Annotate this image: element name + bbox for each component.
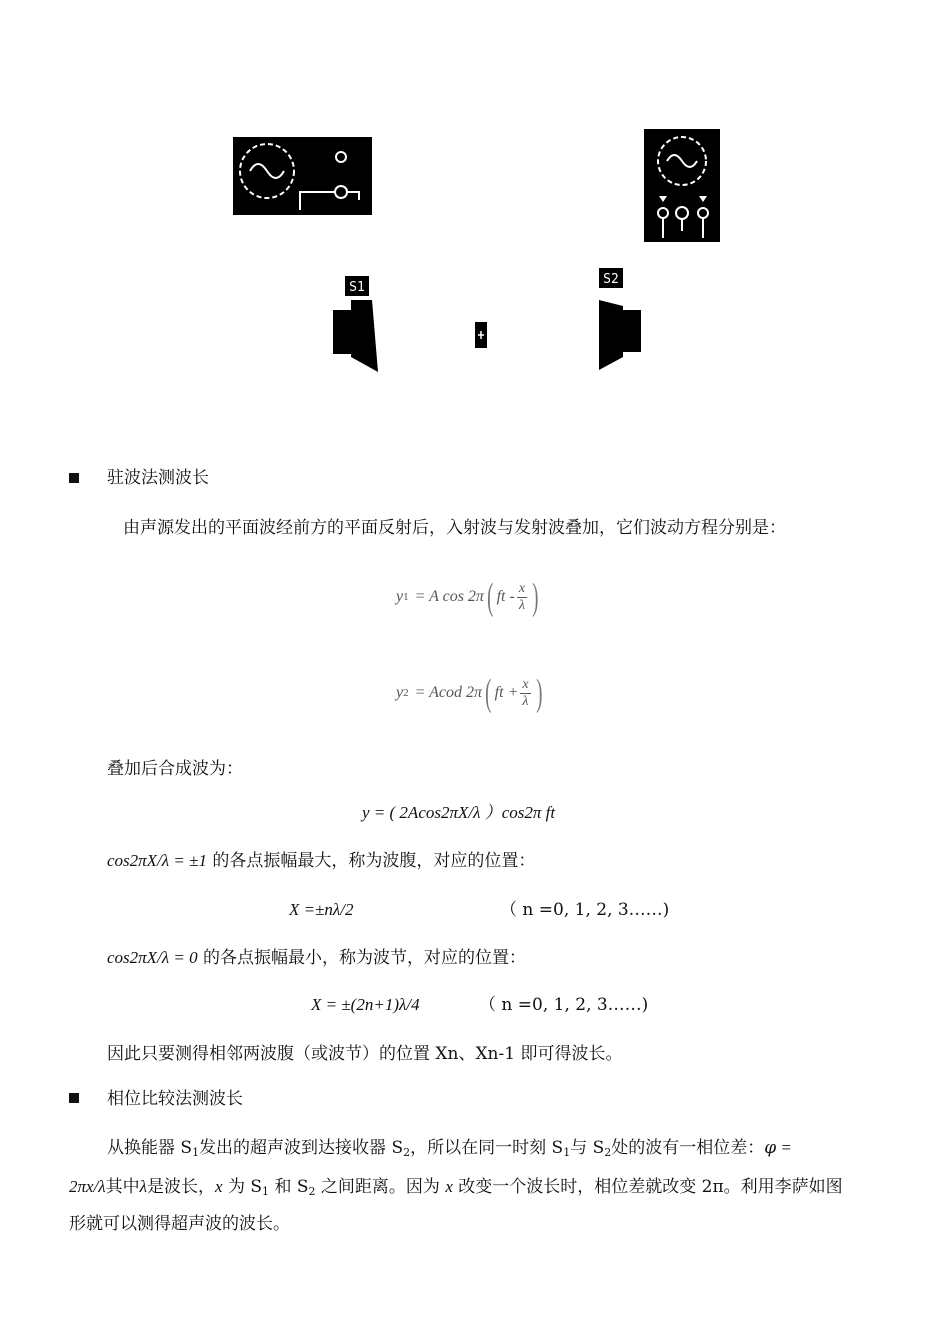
node-line: cos2πX/λ = 0 的各点振幅最小，称为波节，对应的位置： (107, 948, 527, 968)
combined-equation: y = ( 2Acos2πX/λ ）cos2π ft (362, 803, 556, 822)
section2-line1: 从换能器 $S_1$发出的超声波到达接收器 $S_2$，所以在同一时刻 $S_1$与 $S_2$处的波有一相位差：𝜑 = (107, 1138, 792, 1159)
receiver-transducer-icon (599, 300, 641, 370)
section1-conclusion: 因此只要测得相邻两波腹（或波节）的位置 Xn、Xn-1 即可得波长。 (107, 1044, 623, 1064)
node-n-range: （ n =0, 1, 2, 3……) (479, 995, 649, 1015)
svg-text:S2: S2 (603, 272, 619, 287)
antinode-n-range: （ n =0, 1, 2, 3……) (500, 900, 670, 920)
s2-label (599, 268, 623, 288)
node-equation: X = ±(2n+1)λ/4 (311, 995, 420, 1014)
s1-label (345, 276, 369, 296)
section2-bullet (69, 1093, 79, 1103)
oscilloscope-icon (644, 129, 720, 242)
section2-line2: 2πx/λ其中λ是波长，x 为 $S_1$ 和 $S_2$ 之间距离。因为 x 改变一个波长时，相位差就改变 2π。利用李萨如图 (69, 1177, 843, 1198)
svg-text:S1: S1 (349, 280, 365, 295)
center-marker-icon (475, 322, 487, 348)
antinode-line: cos2πX/λ = ±1 的各点振幅最大，称为波腹，对应的位置： (107, 851, 536, 871)
section2-heading: 相位比较法测波长 (107, 1089, 243, 1109)
equation-y1: y 1 = A cos 2π ( ft - $\frac{x}{\lambda}$ ) (396, 576, 539, 618)
apparatus-diagram (0, 0, 950, 420)
transmitter-transducer-icon (333, 300, 378, 372)
section1-intro: 由声源发出的平面波经前方的平面反射后，入射波与发射波叠加，它们波动方程分别是： (123, 518, 786, 538)
section1-heading: 驻波法测波长 (107, 468, 209, 488)
signal-generator-icon (233, 137, 372, 215)
combined-label: 叠加后合成波为： (107, 759, 243, 779)
section1-bullet (69, 473, 79, 483)
equation-y2: y 2 = Acod 2π ( ft + $\frac{x}{\lambda}$ ) (396, 672, 543, 714)
antinode-equation: X =±nλ/2 (289, 900, 354, 919)
section2-line3: 形就可以测得超声波的波长。 (69, 1214, 290, 1234)
